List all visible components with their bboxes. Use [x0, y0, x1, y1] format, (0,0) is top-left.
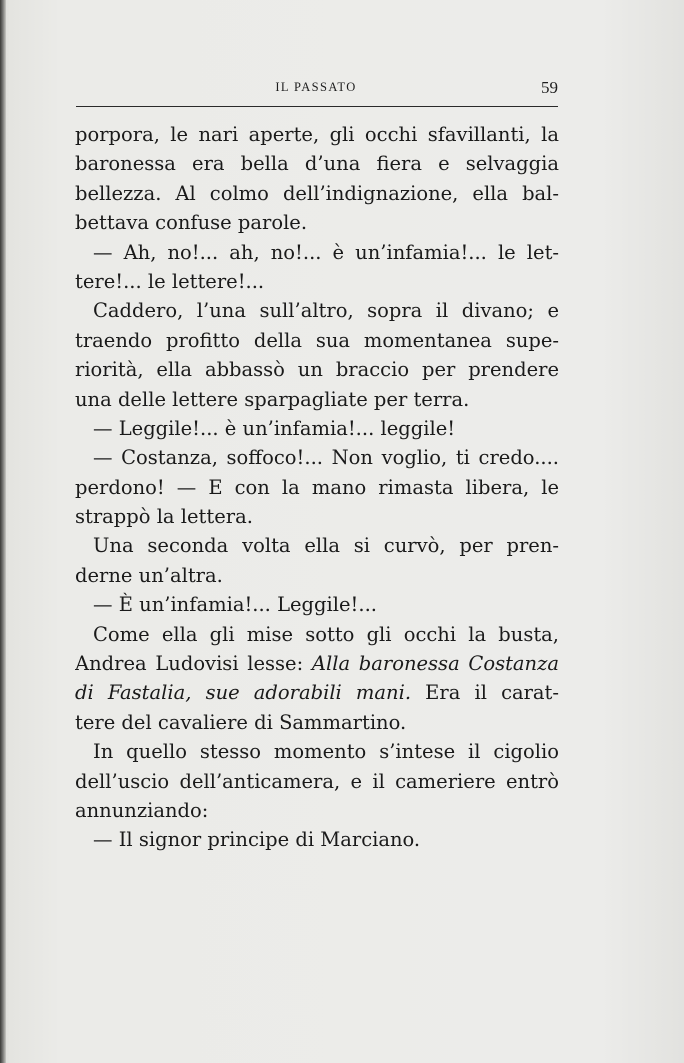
text-line: derne un’altra. [75, 563, 223, 587]
text-line: — È un’infamia!... Leggile!... [93, 593, 377, 617]
text-line [75, 678, 559, 707]
text-line: tere!... le lettere!... [75, 269, 265, 293]
text-line: Una seconda volta ella si curvò, per pren- [93, 534, 559, 558]
text-line: bellezza. Al colmo dell’indignazione, ella bal- [75, 181, 559, 205]
text-roman: Andrea Ludovisi lesse: [75, 652, 312, 676]
text-line: Caddero, l’una sull’altro, sopra il divano; e [93, 299, 559, 323]
running-head [76, 78, 556, 100]
text-italic: di Fastalia, sue adorabili mani. [75, 681, 412, 705]
header-rule [76, 106, 558, 107]
running-title: IL PASSATO [275, 80, 357, 94]
text-line: tere del cavaliere di Sammartino. [75, 710, 407, 734]
text-line: riorità, ella abbassò un braccio per prendere [75, 358, 559, 382]
text-italic: Alla baronessa Costanza [311, 652, 559, 676]
text-line: In quello stesso momento s’intese il cigolio [93, 740, 559, 764]
text-line: — Ah, no!... ah, no!... è un’infamia!... le let- [93, 240, 559, 264]
page-number: 59 [541, 78, 558, 97]
text-line: bettava confuse parole. [75, 211, 308, 235]
text-line: annunziando: [75, 798, 209, 822]
text-line: baronessa era bella d’una fiera e selvaggia [75, 152, 559, 176]
text-line: — Leggile!... è un’infamia!... leggile! [93, 416, 456, 440]
book-spine-edge [0, 0, 6, 1063]
text-line: traendo profitto della sua momentanea supe- [75, 328, 559, 352]
body-text [75, 120, 559, 855]
text-line: Come ella gli mise sotto gli occhi la busta, [93, 622, 559, 646]
text-line: — Costanza, soffoco!... Non voglio, ti credo.... [93, 446, 559, 470]
text-line: dell’uscio dell’anticamera, e il cameriere entrò [75, 769, 559, 793]
text-line: — Il signor principe di Marciano. [93, 828, 421, 852]
text-line: strappò la lettera. [75, 505, 253, 529]
text-line: perdono! — E con la mano rimasta libera, le [75, 475, 559, 499]
text-line [75, 649, 559, 678]
text-line: porpora, le nari aperte, gli occhi sfavillanti, la [75, 123, 559, 146]
text-line: una delle lettere sparpagliate per terra. [75, 387, 470, 411]
text-roman: Era il carat- [411, 681, 559, 705]
